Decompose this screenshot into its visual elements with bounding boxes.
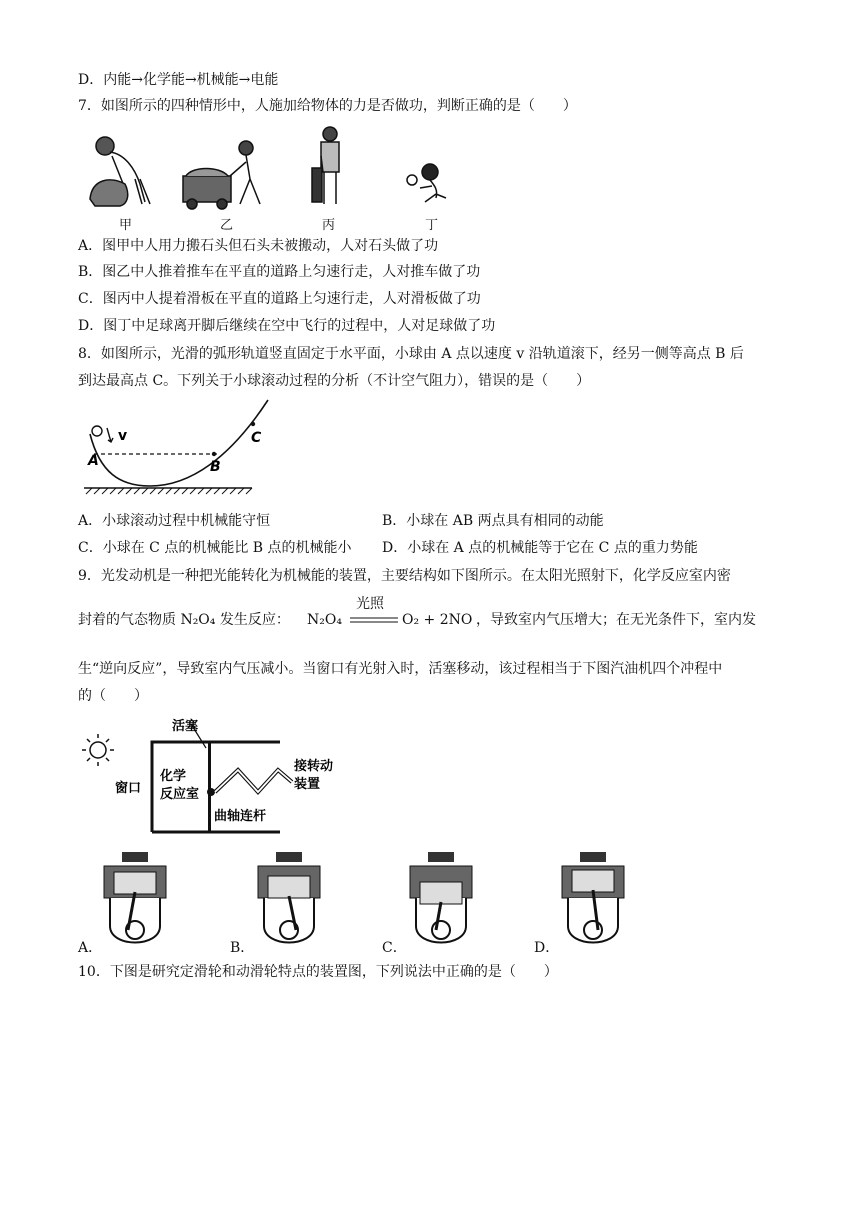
q9-option-b-label: B． <box>230 940 255 956</box>
q8-option-b: B．小球在 AB 两点具有相同的动能 <box>382 513 604 529</box>
q9-stem-line3: 生“逆向反应”，导致室内气压减小。当窗口有光射入时，活塞移动，该过程相当于下图汽油机四个冲程中 <box>78 661 723 677</box>
q7-caption-bing: 丙 <box>322 218 336 233</box>
q7-stem: 7．如图所示的四种情形中，人施加给物体的力是否做功，判断正确的是（ ） <box>78 98 577 114</box>
q9-equation-right: O₂ + 2NO <box>402 612 473 628</box>
label-b: B <box>210 459 221 475</box>
q7-option-b: B．图乙中人推着推车在平直的道路上匀速行走，人对推车做了功 <box>78 264 481 280</box>
q10-stem: 10．下图是研究定滑轮和动滑轮特点的装置图，下列说法中正确的是（ ） <box>78 964 558 980</box>
q7-figures <box>80 124 460 234</box>
q9-stem-line4: 的（ ） <box>78 688 148 704</box>
label-c: C <box>251 430 262 446</box>
label-v: v <box>118 428 128 444</box>
q9-engine-option-c <box>406 852 476 952</box>
q7-caption-yi: 乙 <box>220 218 234 233</box>
q8-option-c: C．小球在 C 点的机械能比 B 点的机械能小 <box>78 540 352 556</box>
q9-engine-option-b <box>254 852 324 952</box>
ground-hatch <box>86 488 252 494</box>
label-chamber-2: 反应室 <box>160 787 200 802</box>
q8-stem-line2: 到达最高点 C。下列关于小球滚动过程的分析（不计空气阻力），错误的是（ ） <box>78 373 591 389</box>
q8-option-d: D．小球在 A 点的机械能等于它在 C 点的重力势能 <box>382 540 698 556</box>
q9-engine-option-a <box>100 852 170 952</box>
ball <box>92 426 102 436</box>
q9-option-a-label: A． <box>78 940 103 956</box>
q9-stem-line2-pre: 封着的气态物质 N₂O₄ 发生反应： <box>78 612 290 628</box>
q9-option-d-label: D． <box>534 940 560 956</box>
label-drive-1: 接转动 <box>294 759 334 774</box>
q7-option-a: A．图甲中人用力搬石头但石头未被搬动，人对石头做了功 <box>78 238 439 254</box>
q7-figure-jia <box>90 137 150 206</box>
q6-option-d: D．内能→化学能→机械能→电能 <box>78 72 279 88</box>
q7-caption-jia: 甲 <box>119 218 133 233</box>
point-c-dot <box>251 422 255 426</box>
q7-figure-bing <box>312 127 339 204</box>
q9-equation-left: N₂O₄ <box>307 612 342 628</box>
q7-caption-ding: 丁 <box>425 218 439 233</box>
q9-equation-equals <box>350 615 400 625</box>
q7-figure-ding <box>407 164 446 202</box>
label-window: 窗口 <box>115 781 142 796</box>
label-chamber-1: 化学 <box>160 769 187 784</box>
point-b-dot <box>212 452 216 456</box>
q7-option-d: D．图丁中足球离开脚后继续在空中飞行的过程中，人对足球做了功 <box>78 318 496 334</box>
q8-option-a: A．小球滚动过程中机械能守恒 <box>78 513 271 529</box>
q9-stem-line2-post: ，导致室内气压增大；在无光条件下，室内发 <box>476 612 756 628</box>
label-drive-2: 装置 <box>294 777 321 792</box>
q9-engine-figure <box>80 712 370 838</box>
q7-figure-yi <box>183 141 260 209</box>
q9-option-c-label: C． <box>382 940 407 956</box>
label-a: A <box>88 453 99 469</box>
q8-stem-line1: 8．如图所示，光滑的弧形轨道竖直固定于水平面，小球由 A 点以速度 v 沿轨道滚下，经另一侧等高点 B 后 <box>78 346 744 362</box>
q9-equation-condition: 光照 <box>356 596 384 612</box>
arc-track <box>90 400 268 486</box>
sun-icon <box>82 734 114 766</box>
q9-stem-line1: 9．光发动机是一种把光能转化为机械能的装置，主要结构如下图所示。在太阳光照射下，化学反应室内密 <box>78 568 731 584</box>
q8-track-figure <box>80 398 270 498</box>
label-piston: 活塞 <box>172 719 199 734</box>
q9-engine-option-d <box>558 852 628 952</box>
q7-option-c: C．图丙中人提着滑板在平直的道路上匀速行走，人对滑板做了功 <box>78 291 481 307</box>
velocity-arrow <box>107 428 113 442</box>
label-crank: 曲轴连杆 <box>214 809 267 824</box>
